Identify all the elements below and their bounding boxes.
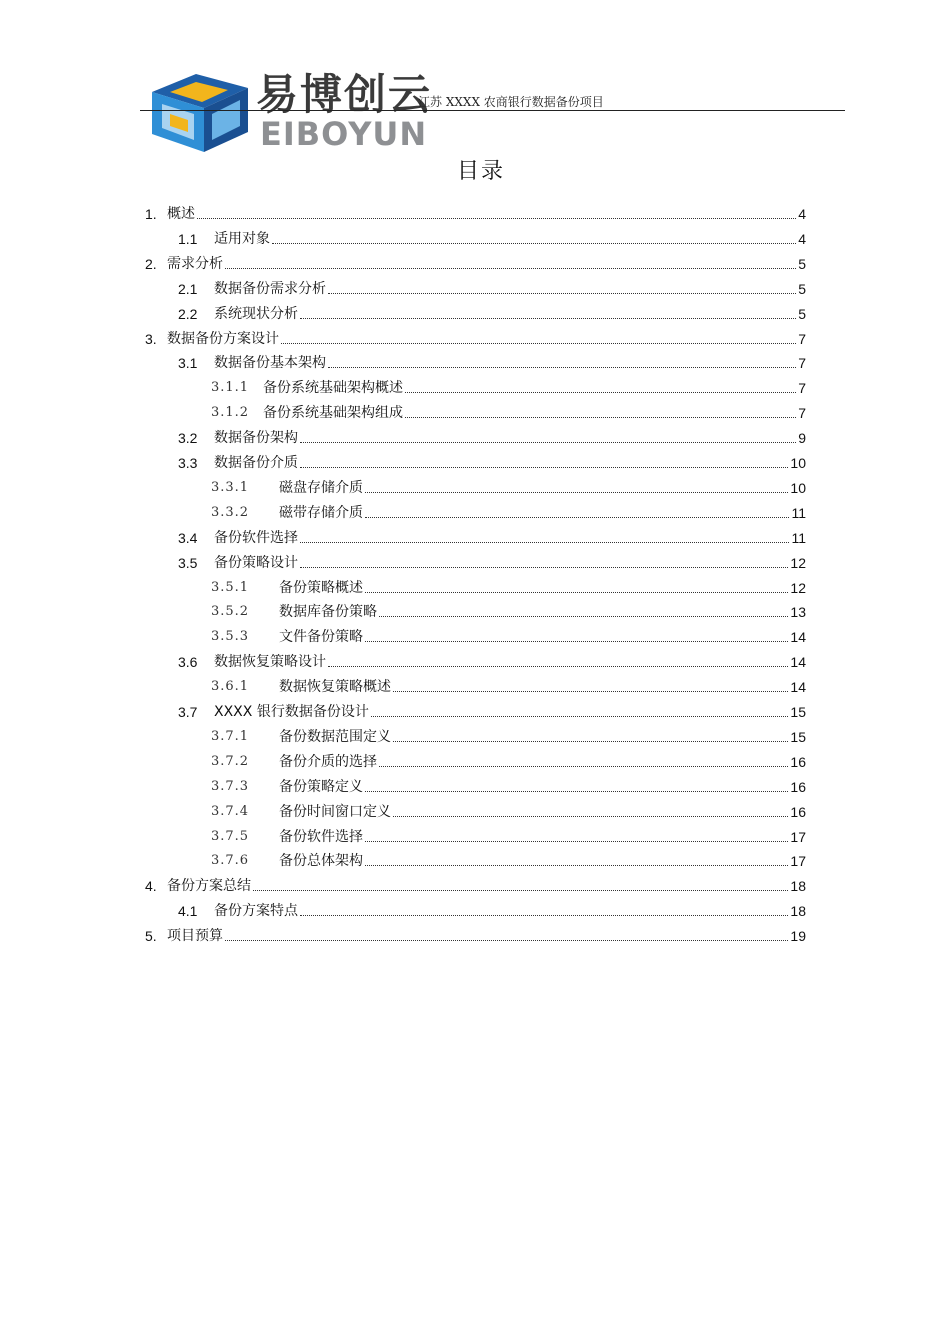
- toc-dot-leader: [281, 343, 796, 344]
- toc-entry-number: 3.3.2: [211, 505, 250, 520]
- toc-entry[interactable]: [211, 727, 806, 747]
- toc-entry-label: 适用对象: [214, 231, 270, 247]
- cube-logo-icon: [148, 70, 252, 154]
- header-project-title: 江苏 XXXX 农商银行数据备份项目: [418, 95, 604, 109]
- toc-entry-page-number: 14: [790, 679, 806, 695]
- toc-entry-page-number: 15: [790, 729, 806, 745]
- toc-entry-label: XXXX 银行数据备份设计: [214, 704, 369, 720]
- toc-entry[interactable]: [178, 652, 806, 672]
- toc-entry-number: 4.1: [178, 903, 198, 919]
- toc-dot-leader: [253, 890, 788, 891]
- toc-dot-leader: [300, 467, 788, 468]
- toc-dot-leader: [365, 841, 788, 842]
- toc-entry-label: 数据备份需求分析: [214, 281, 326, 297]
- toc-entry[interactable]: [211, 851, 806, 871]
- toc-dot-leader: [197, 218, 796, 219]
- toc-entry-page-number: 10: [790, 480, 806, 496]
- toc-entry-number: 3.2: [178, 430, 198, 446]
- toc-dot-leader: [365, 791, 788, 792]
- toc-entry-page-number: 7: [798, 355, 806, 371]
- toc-title: 目录: [456, 159, 505, 184]
- toc-entry-number: 3.7: [178, 704, 198, 720]
- toc-entry[interactable]: [211, 777, 806, 797]
- toc-entry[interactable]: [145, 876, 806, 896]
- toc-entry-page-number: 9: [798, 430, 806, 446]
- toc-entry[interactable]: [178, 353, 806, 373]
- toc-entry[interactable]: [211, 627, 806, 647]
- toc-entry-label: 备份系统基础架构概述: [263, 380, 403, 396]
- toc-dot-leader: [300, 915, 788, 916]
- toc-dot-leader: [328, 666, 788, 667]
- toc-entry-label: 备份总体架构: [279, 853, 363, 869]
- toc-entry-number: 3.7.1: [211, 729, 250, 744]
- toc-entry[interactable]: [178, 304, 806, 324]
- toc-entry-number: 5.: [145, 928, 157, 944]
- toc-entry[interactable]: [178, 901, 806, 921]
- toc-entry[interactable]: [145, 329, 806, 349]
- toc-entry[interactable]: [211, 802, 806, 822]
- toc-entry-page-number: 5: [798, 281, 806, 297]
- toc-entry-page-number: 15: [790, 704, 806, 720]
- toc-entry-label: 磁带存储介质: [279, 505, 363, 521]
- header-rule: [140, 110, 845, 111]
- toc-entry[interactable]: [211, 602, 806, 622]
- toc-entry-page-number: 12: [790, 555, 806, 571]
- toc-entry-page-number: 10: [790, 455, 806, 471]
- toc-dot-leader: [393, 741, 788, 742]
- toc-entry-number: 3.7.6: [211, 853, 250, 868]
- toc-entry-page-number: 7: [798, 405, 806, 421]
- toc-entry-label: 备份软件选择: [279, 829, 363, 845]
- toc-dot-leader: [272, 243, 796, 244]
- toc-dot-leader: [328, 367, 796, 368]
- toc-entry-number: 3.7.4: [211, 804, 250, 819]
- toc-entry-number: 3.3: [178, 455, 198, 471]
- toc-dot-leader: [365, 517, 789, 518]
- toc-entry-number: 1.: [145, 206, 157, 222]
- toc-entry-page-number: 16: [790, 754, 806, 770]
- toc-entry-label: 备份时间窗口定义: [279, 804, 391, 820]
- toc-entry-page-number: 11: [791, 505, 806, 521]
- toc-entry-number: 3.1.1: [211, 380, 250, 395]
- toc-dot-leader: [379, 616, 788, 617]
- toc-entry-number: 2.1: [178, 281, 198, 297]
- toc-entry-page-number: 11: [791, 530, 806, 546]
- toc-entry-label: 数据恢复策略概述: [279, 679, 391, 695]
- toc-entry-page-number: 16: [790, 779, 806, 795]
- toc-dot-leader: [365, 592, 788, 593]
- toc-entry-page-number: 16: [790, 804, 806, 820]
- toc-entry-number: 3.5: [178, 555, 198, 571]
- toc-entry[interactable]: [178, 279, 806, 299]
- company-logo: [148, 70, 458, 154]
- toc-entry-page-number: 19: [790, 928, 806, 944]
- toc-entry[interactable]: [178, 229, 806, 249]
- toc-dot-leader: [225, 940, 788, 941]
- toc-entry[interactable]: [211, 752, 806, 772]
- toc-entry[interactable]: [211, 378, 806, 398]
- toc-entry-number: 3.: [145, 331, 157, 347]
- toc-entry-page-number: 7: [798, 331, 806, 347]
- toc-dot-leader: [225, 268, 796, 269]
- toc-entry[interactable]: [211, 827, 806, 847]
- toc-dot-leader: [393, 816, 788, 817]
- toc-entry-page-number: 17: [790, 853, 806, 869]
- toc-dot-leader: [405, 417, 796, 418]
- toc-entry[interactable]: [211, 503, 806, 523]
- toc-entry-page-number: 5: [798, 256, 806, 272]
- toc-entry-label: 备份系统基础架构组成: [263, 405, 403, 421]
- toc-entry-page-number: 17: [790, 829, 806, 845]
- toc-entry-number: 1.1: [178, 231, 198, 247]
- toc-entry-number: 3.1.2: [211, 405, 250, 420]
- toc-entry-page-number: 18: [790, 903, 806, 919]
- toc-dot-leader: [300, 442, 796, 443]
- toc-dot-leader: [405, 392, 796, 393]
- toc-entry-page-number: 12: [790, 580, 806, 596]
- toc-dot-leader: [365, 865, 788, 866]
- toc-entry[interactable]: [145, 204, 806, 224]
- toc-entry-label: 备份介质的选择: [279, 754, 377, 770]
- toc-entry-label: 概述: [167, 206, 195, 222]
- toc-entry-label: 备份数据范围定义: [279, 729, 391, 745]
- toc-entry-number: 3.5.1: [211, 580, 250, 595]
- toc-entry[interactable]: [178, 702, 806, 722]
- toc-entry-label: 数据备份介质: [214, 455, 298, 471]
- toc-entry[interactable]: [211, 677, 806, 697]
- toc-entry[interactable]: [178, 453, 806, 473]
- toc-entry-label: 数据恢复策略设计: [214, 654, 326, 670]
- toc-entry-label: 项目预算: [167, 928, 223, 944]
- toc-entry-label: 需求分析: [167, 256, 223, 272]
- toc-entry-page-number: 18: [790, 878, 806, 894]
- toc-entry-label: 数据备份基本架构: [214, 355, 326, 371]
- toc-entry-number: 3.6.1: [211, 679, 250, 694]
- toc-dot-leader: [371, 716, 789, 717]
- toc-entry[interactable]: [178, 528, 806, 548]
- toc-entry-label: 磁盘存储介质: [279, 480, 363, 496]
- toc-entry-page-number: 5: [798, 306, 806, 322]
- toc-entry-label: 数据备份方案设计: [167, 331, 279, 347]
- toc-dot-leader: [393, 691, 788, 692]
- toc-entry-label: 备份策略概述: [279, 580, 363, 596]
- toc-entry-number: 3.4: [178, 530, 198, 546]
- toc-entry[interactable]: [178, 553, 806, 573]
- toc-entry[interactable]: [178, 428, 806, 448]
- toc-entry-label: 备份方案总结: [167, 878, 251, 894]
- toc-entry-number: 2.2: [178, 306, 198, 322]
- toc-entry-number: 3.6: [178, 654, 198, 670]
- toc-entry-number: 3.1: [178, 355, 198, 371]
- toc-entry-page-number: 4: [798, 231, 806, 247]
- toc-entry-label: 备份策略设计: [214, 555, 298, 571]
- toc-entry-number: 3.7.3: [211, 779, 250, 794]
- toc-entry[interactable]: [211, 478, 806, 498]
- toc-entry-page-number: 14: [790, 629, 806, 645]
- toc-entry-label: 备份策略定义: [279, 779, 363, 795]
- toc-entry-label: 备份软件选择: [214, 530, 298, 546]
- toc-entry-label: 文件备份策略: [279, 629, 363, 645]
- toc-entry-number: 2.: [145, 256, 157, 272]
- toc-entry-page-number: 13: [790, 604, 806, 620]
- toc-entry-label: 备份方案特点: [214, 903, 298, 919]
- toc-dot-leader: [365, 492, 788, 493]
- toc-dot-leader: [365, 641, 788, 642]
- toc-entry-label: 系统现状分析: [214, 306, 298, 322]
- toc-dot-leader: [379, 766, 788, 767]
- toc-dot-leader: [300, 318, 796, 319]
- toc-entry-number: 4.: [145, 878, 157, 894]
- toc-entry-label: 数据备份架构: [214, 430, 298, 446]
- toc-dot-leader: [300, 542, 789, 543]
- toc-entry[interactable]: [211, 578, 806, 598]
- toc-dot-leader: [300, 567, 788, 568]
- logo-english-text: EIBOYUN: [260, 115, 428, 153]
- toc-entry[interactable]: [211, 403, 806, 423]
- toc-entry[interactable]: [145, 926, 806, 946]
- toc-entry[interactable]: [145, 254, 806, 274]
- toc-entry-page-number: 4: [798, 206, 806, 222]
- logo-chinese-text: 易博创云: [256, 70, 433, 119]
- toc-entry-page-number: 14: [790, 654, 806, 670]
- toc-entry-number: 3.3.1: [211, 480, 250, 495]
- toc-entry-number: 3.5.2: [211, 604, 250, 619]
- toc-entry-page-number: 7: [798, 380, 806, 396]
- toc-entry-number: 3.7.2: [211, 754, 250, 769]
- toc-dot-leader: [328, 293, 796, 294]
- toc-entry-number: 3.5.3: [211, 629, 250, 644]
- toc-entry-number: 3.7.5: [211, 829, 250, 844]
- toc-entry-label: 数据库备份策略: [279, 604, 377, 620]
